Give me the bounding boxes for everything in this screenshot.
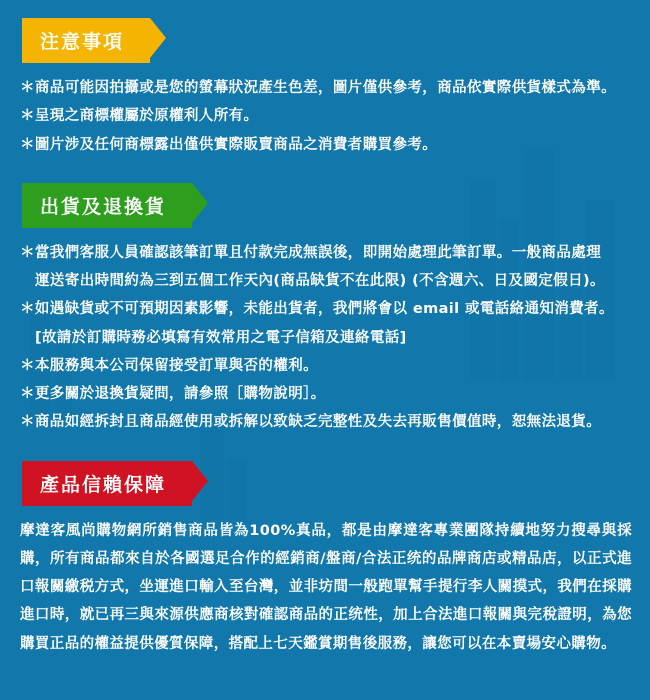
section-shipping-and-returns — [14, 165, 636, 437]
shipping-line-5: ＊本服務與本公司保留接受訂單與否的權利。 — [20, 357, 318, 374]
notice-text — [14, 58, 636, 159]
trust-text — [14, 501, 636, 658]
notice-line-2: ＊呈現之商標權屬於原權利人所有。 — [20, 108, 259, 125]
trust-paragraph: 摩達客風尚購物網所銷售商品皆為100%真品，都是由摩達客專業團隊持續地努力搜尋與採購，所有商品都來自於各國選足合作的經銷商/盤商/合法正统的品牌商店或精品店，以正式進口報關繳税方式，坐運進口輸入至台灣，並非坊間一般跑單幫手提行李人關摸式，我們在採購進口時，就已再三與來源供應商核對確認商品的正统性，加上合法進口報關與完稅證明，為您購買正品的權益提供優質保障，搭配上七天鑑賞期售後服務，讓您可以在本賣場安心購物。 — [20, 522, 632, 652]
notice-line-3: ＊圖片涉及任何商標露出僅供實際販賣商品之消費者購買參考。 — [20, 136, 438, 153]
shipping-line-2: 運送寄出時間約為三到五個工作天內(商品缺貨不在此限) (不含週六、日及國定假日)。 — [35, 273, 605, 290]
section-notice — [14, 0, 636, 159]
section-product-trust-guarantee — [14, 443, 636, 658]
shipping-line-4: [故請於訂購時務必填寫有效常用之電子信箱及連絡電話] — [35, 329, 407, 346]
notice-banner-wrap — [14, 18, 636, 58]
shipping-banner-wrap — [14, 183, 636, 223]
notice-banner: 注意事項 — [22, 18, 150, 63]
shipping-line-1: ＊當我們客服人員確認該筆訂單且付款完成無誤後，即開始處理此筆訂單。一般商品處理 — [20, 244, 602, 261]
shipping-line-7: ＊商品如經拆封且商品經使用或拆解以致缺乏完整性及失去再販售價值時，恕無法退貨。 — [20, 414, 602, 431]
notice-line-1: ＊商品可能因拍攝或是您的螢幕狀況產生色差，圖片僅供參考，商品依實際供貨樣式為準。 — [20, 80, 616, 96]
shipping-text — [14, 223, 636, 437]
shipping-line-3: ＊如遇缺貨或不可預期因素影響，未能出貨者，我們將會以 email 或電話絡通知消費者。 — [20, 301, 614, 318]
shipping-banner: 出貨及退換貨 — [22, 183, 192, 228]
trust-banner-wrap — [14, 461, 636, 501]
trust-banner: 產品信賴保障 — [22, 461, 192, 506]
shipping-line-6: ＊更多關於退換貨疑問，請參照［購物說明］。 — [20, 386, 326, 403]
